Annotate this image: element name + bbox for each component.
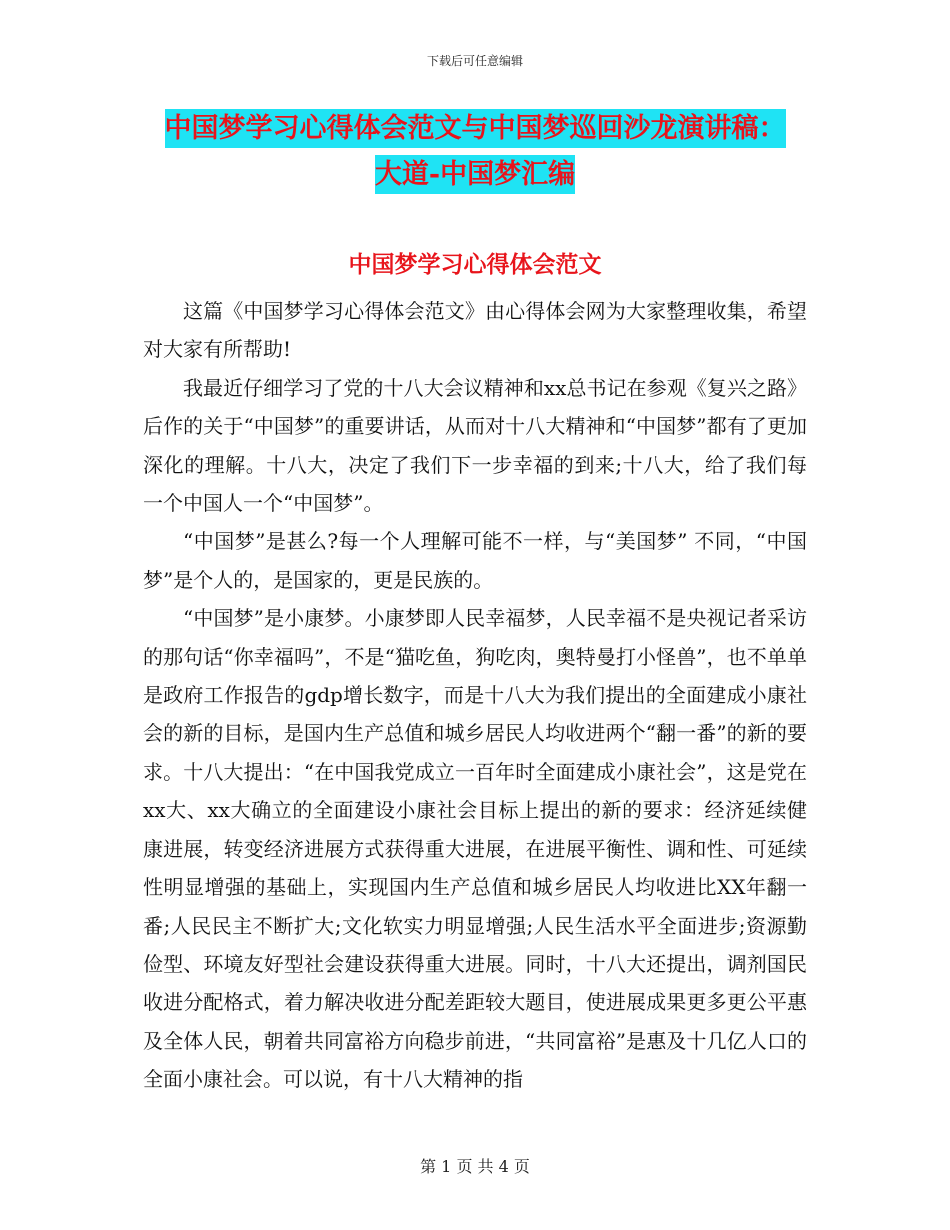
paragraph: “中国梦”是甚么?每一个人理解可能不一样，与“美国梦” 不同，“中国梦”是个人的，是国家的，更是民族的。: [143, 529, 807, 592]
document-body: [143, 292, 807, 1099]
document-title: [0, 106, 950, 198]
document-title-line-1: 中国梦学习心得体会范文与中国梦巡回沙龙演讲稿：: [165, 109, 786, 148]
page-number-footer: 第 1 页 共 4 页: [420, 1157, 530, 1176]
paragraph: 这篇《中国梦学习心得体会范文》由心得体会网为大家整理收集，希望对大家有所帮助!: [143, 299, 807, 362]
paragraph: 我最近仔细学习了党的十八大会议精神和xx总书记在参观《复兴之路》后作的关于“中国梦”的重要讲话，从而对十八大精神和“中国梦”都有了更加深化的理解。十八大，决定了我们下一步幸福的到来;十八大，给了我们每一个中国人一个“中国梦”。: [143, 375, 807, 516]
document-title-line-2: 大道-中国梦汇编: [375, 155, 575, 194]
page-header-note: 下载后可任意编辑: [426, 54, 523, 68]
section-title: 中国梦学习心得体会范文: [348, 251, 602, 278]
paragraph: “中国梦”是小康梦。小康梦即人民幸福梦，人民幸福不是央视记者采访的那句话“你幸福吗”，不是“猫吃鱼，狗吃肉，奥特曼打小怪兽”，也不单单是政府工作报告的gdp增长数字，而是十八大为我们提出的全面建成小康社会的新的目标，是国内生产总值和城乡居民人均收进两个“翻一番”的新的要求。十八大提出：“在中国我党成立一百年时全面建成小康社会”，这是党在xx大、xx大确立的全面建设小康社会目标上提出的新的要求：经济延续健康进展，转变经济进展方式获得重大进展，在进展平衡性、调和性、可延续性明显增强的基础上，实现国内生产总值和城乡居民人均收进比XX年翻一番;人民民主不断扩大;文化软实力明显增强;人民生活水平全面进步;资源勤俭型、环境友好型社会建设获得重大进展。同时，十八大还提出，调剂国民收进分配格式，着力解决收进分配差距较大题目，使进展成果更多更公平惠及全体人民，朝着共同富裕方向稳步前进，“共同富裕”是惠及十几亿人口的全面小康社会。可以说，有十八大精神的指: [143, 606, 807, 1092]
